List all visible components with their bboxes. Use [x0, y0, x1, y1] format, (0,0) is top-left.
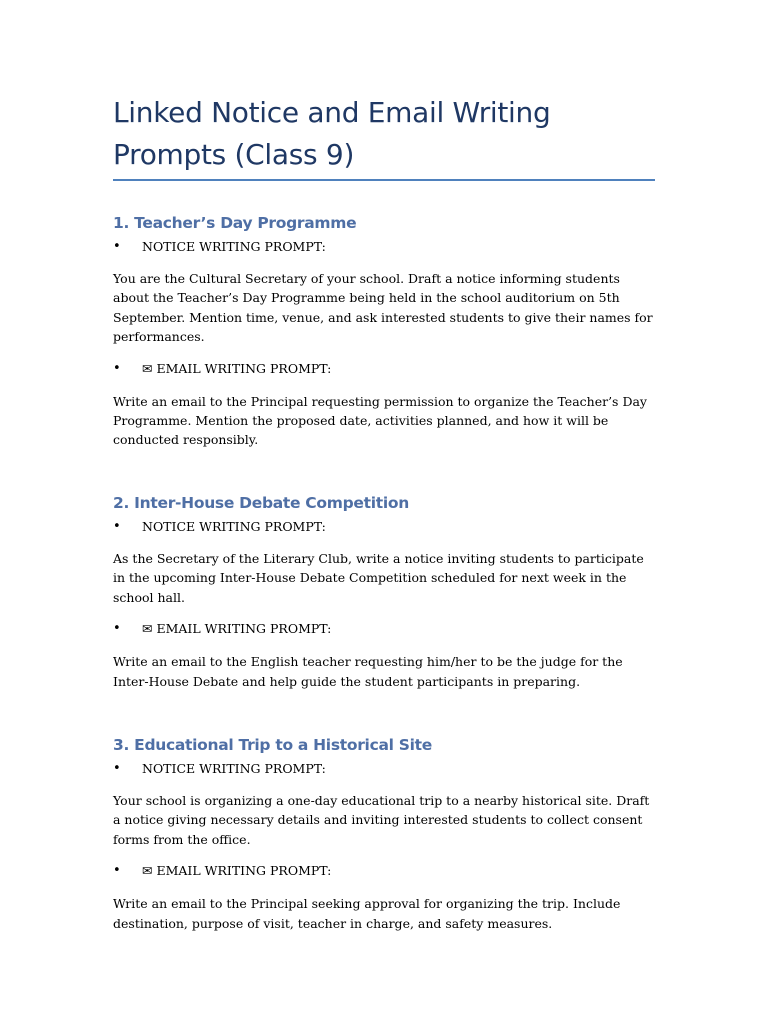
bullet-icon: • [113, 360, 121, 376]
notice-prompt-label [113, 517, 655, 537]
title-underline [113, 179, 655, 181]
email-prompt-text: Write an email to the English teacher requesting him/her to be the judge for the Inter-House Debate and help guide the student participants in preparing. [113, 654, 623, 689]
bullet-icon: • [113, 621, 121, 637]
email-prompt-text: Write an email to the Principal seeking approval for organizing the trip. Include destination, purpose of visit, teacher in charge, and safety measures. [113, 896, 621, 931]
notice-label-text: NOTICE WRITING PROMPT: [142, 519, 326, 534]
section-heading: 2. Inter-House Debate Competition [113, 494, 409, 512]
email-label-text: EMAIL WRITING PROMPT: [156, 621, 332, 637]
section-educational-trip [113, 734, 655, 933]
envelope-icon: ✉ [142, 360, 153, 376]
email-label-text: EMAIL WRITING PROMPT: [156, 863, 332, 879]
email-prompt-label [113, 619, 655, 639]
bullet-icon: • [113, 863, 121, 879]
bullet-icon: • [113, 519, 121, 534]
notice-prompt-text: You are the Cultural Secretary of your school. Draft a notice informing students about the Teacher’s Day Programme being held in the school auditorium on 5th September. Mention time, venue, and ask interested students to give their names for performances. [113, 271, 653, 345]
notice-prompt-label [113, 759, 655, 779]
bullet-icon: • [113, 761, 121, 776]
section-heading: 3. Educational Trip to a Historical Site [113, 736, 432, 754]
envelope-icon: ✉ [142, 621, 153, 637]
email-prompt-label [113, 861, 655, 881]
email-prompt-label [113, 359, 655, 379]
notice-label-text: NOTICE WRITING PROMPT: [142, 239, 326, 254]
email-prompt-text: Write an email to the Principal requesting permission to organize the Teacher’s Day Programme. Mention the proposed date, activities planned, and how it will be conducted responsibly. [113, 393, 647, 448]
document-page [113, 0, 655, 1024]
bullet-icon: • [113, 239, 121, 254]
notice-label-text: NOTICE WRITING PROMPT: [142, 761, 326, 776]
email-label-text: EMAIL WRITING PROMPT: [156, 360, 332, 376]
section-heading: 1. Teacher’s Day Programme [113, 214, 357, 232]
notice-prompt-text: As the Secretary of the Literary Club, write a notice inviting students to participate in the upcoming Inter-House Debate Competition scheduled for next week in the school hall. [113, 551, 644, 605]
envelope-icon: ✉ [142, 863, 153, 879]
notice-prompt-label [113, 237, 655, 257]
section-teachers-day [113, 212, 655, 450]
document-title: Linked Notice and Email Writing Prompts (Class 9) [113, 96, 551, 171]
section-debate-competition [113, 492, 655, 691]
notice-prompt-text: Your school is organizing a one-day educational trip to a nearby historical site. Draft a notice giving necessary details and inviting interested students to collect consent forms from the office. [113, 793, 650, 847]
